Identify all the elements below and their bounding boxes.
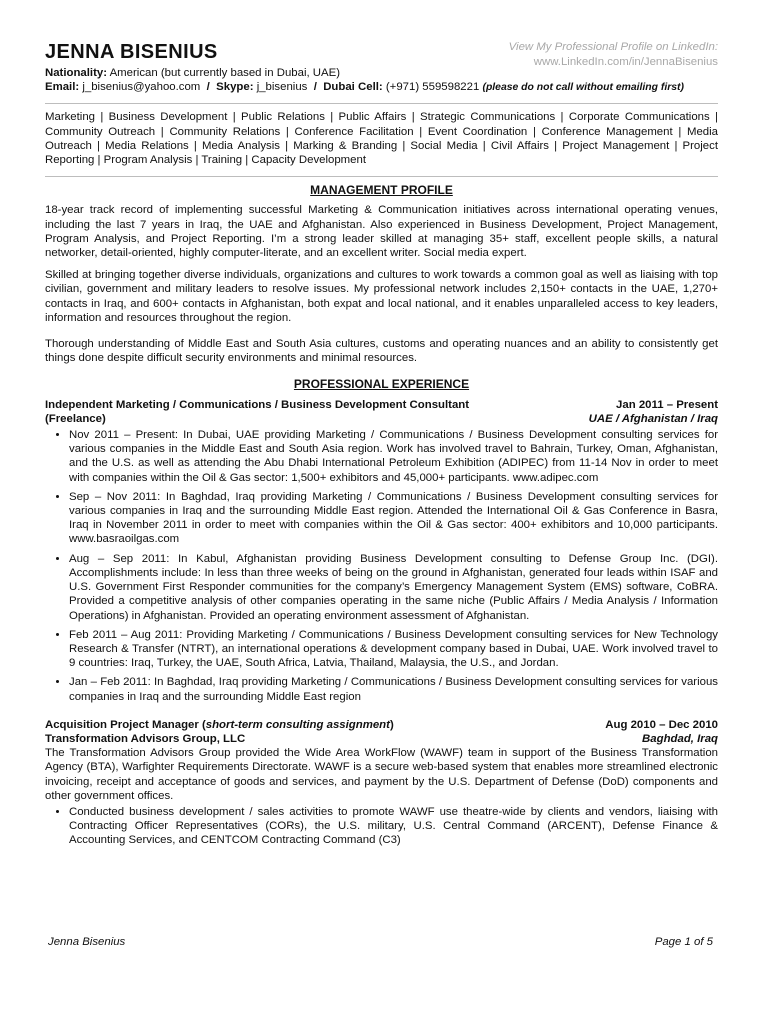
skype-value: j_bisenius	[256, 81, 308, 94]
job-bullet: • Conducted business development / sales activities to promote WAWF use theatre-wide by clients and vendors, liaising with Contracting Officer Representatives (CORs), the U.S. military, U.S. Central Command (ARCENT), Defense Finance & Accounting Services, and CENTCOM Contracting Command (C3)	[69, 805, 718, 848]
skype-label: Skype:	[216, 81, 254, 94]
job-description: The Transformation Advisors Group provided the Wide Area WorkFlow (WAWF) team in support of the Business Transformation Agency (BTA), Warfighter Requirements Directorate. WAWF is a secure web-based system that enables more streamlined electronic invoicing, receipt and acceptance of goods and services, and payment by the U.S. Department of Defense (DoD) components and other government offices.	[45, 747, 718, 802]
nationality-label: Nationality:	[45, 67, 108, 79]
job-title: Independent Marketing / Communications / Business Development Consultant	[45, 398, 470, 411]
job-title-row	[45, 718, 718, 732]
email-value[interactable]: j_bisenius@yahoo.com	[82, 81, 201, 94]
email-label: Email:	[45, 81, 80, 94]
divider	[45, 176, 718, 177]
profile-paragraph: Skilled at bringing together diverse individuals, organizations and cultures to work towards a common goal as well as liaising with top civilian, government and military leaders to resolve issues. My professional network includes 2,150+ contacts in the UAE, 1,270+ contacts in Iraq, and 600+ contacts in Afghanistan, both expat and local national, and it enables unparalleled access to key leaders, information and resources throughout the region.	[45, 269, 718, 324]
nationality-value: American (but currently based in Dubai, UAE)	[109, 67, 341, 79]
job-location: UAE / Afghanistan / Iraq	[588, 412, 718, 425]
job-title	[45, 718, 394, 732]
job-title-row	[45, 398, 718, 412]
job-subtitle-row	[45, 732, 718, 746]
job-dates: Jan 2011 – Present	[616, 398, 718, 411]
job-bullet: • Nov 2011 – Present: In Dubai, UAE providing Marketing / Communications / Business Development consulting services for various companies in the Middle East and South Asia region. Work has involved travel to Bahrain, Turkey, Oman, Afghanistan, and the U.S. as well as attending the Abu Dhabi International Petroleum Exhibition (ADIPEC) from 11-14 Nov in order to meet with companies within the Oil & Gas sector: 1,500+ exhibitors and 45,000+ participants. www.adipec.com	[69, 428, 718, 485]
job-bullet: • Sep – Nov 2011: In Baghdad, Iraq providing Marketing / Communications / Business Development consulting services for various companies in Iraq and the surrounding Middle East region. Attended the International Oil & Gas Conference in Basra, Iraq in November 2011 in order to meet with companies within the Oil & Gas sector: 400+ exhibitors and 10,000 participants. www.basraoilgas.com	[69, 490, 718, 547]
job-bullets	[45, 805, 718, 848]
job-bullet: • Aug – Sep 2011: In Kabul, Afghanistan providing Business Development consulting to Defense Group Inc. (DGI). Accomplishments include: In less than three weeks of being on the ground in Afghanistan, generated four leads within ISAF and U.S. Government First Responder communities for the company’s Emergency Management System (EMS) software, CoBRA. Provided a competitive analysis of other companies operating in the same niche (Public Affairs / Media Analysis / Information Operations) in Afghanistan. Provided an operating environment assessment of Afghanistan.	[69, 552, 718, 623]
job-bullet: • Feb 2011 – Aug 2011: Providing Marketing / Communications / Business Development consulting services for New Technology Research & Transfer (NTRT), an international operations & development company based in Dubai, UAE. Work involved travel to 9 countries: Iraq, Turkey, the UAE, South Africa, Latvia, Thailand, Malaysia, the U.S., and Jordan.	[69, 628, 718, 671]
job-type: (Freelance)	[45, 412, 106, 425]
contact-line: Email: j_bisenius@yahoo.com / Skype: j_bisenius / Dubai Cell: (+971) 559598221 (please do not call without emailing first)	[45, 81, 684, 94]
job-entry-transformation-advisors	[45, 718, 718, 848]
skills-list: Marketing | Business Development | Public Relations | Public Affairs | Strategic Communications | Corporate Communications | Community Outreach | Community Relations | Conference Facilitation | Event Coordination | Conference Management | Media Outreach | Media Relations | Media Analysis | Marking & Branding | Social Media | Civil Affairs | Project Management | Project Reporting | Program Analysis | Training | Capacity Development	[45, 111, 718, 167]
job-bullet: • Jan – Feb 2011: In Baghdad, Iraq providing Marketing / Communications / Business Development consulting services for various companies in Iraq and the surrounding Middle East region	[69, 675, 718, 703]
cell-note: (please do not call without emailing first)	[482, 82, 684, 94]
profile-paragraph: Thorough understanding of Middle East and South Asia cultures, customs and operating nuances and an ability to consistently get things done despite difficult security environments and minimal resources.	[45, 338, 718, 365]
job-subtitle-row	[45, 412, 718, 426]
footer-name: Jenna Bisenius	[48, 936, 126, 948]
resume-page	[45, 38, 718, 853]
company-name: Transformation Advisors Group, LLC	[45, 732, 246, 745]
footer-page-number: Page 1 of 5	[654, 936, 713, 948]
job-entry-freelance	[45, 398, 718, 704]
job-title-start: Acquisition Project Manager (	[45, 718, 206, 731]
job-title-italic: short-term consulting assignment	[205, 718, 390, 731]
divider	[45, 103, 718, 104]
job-dates: Aug 2010 – Dec 2010	[605, 718, 718, 731]
linkedin-link[interactable]: www.LinkedIn.com/in/JennaBisenius	[533, 55, 718, 68]
linkedin-label: View My Professional Profile on LinkedIn:	[508, 41, 718, 53]
cell-label: Dubai Cell:	[323, 81, 383, 94]
resume-header	[45, 40, 718, 95]
page-footer	[48, 935, 713, 949]
linkedin-block	[509, 40, 718, 69]
job-title-end: )	[389, 718, 394, 731]
profile-paragraph: 18-year track record of implementing successful Marketing & Communication initiatives across international operating venues, including the last 7 years in Iraq, the UAE and Afghanistan. Also experienced in Business Development, Project Management, Program Analysis, and Project Reporting. I’m a strong leader skilled at managing 35+ staff, excellent people skills, a natural networker, detail-oriented, highly computer-literate, and an excellent writer. Social media expert.	[45, 204, 718, 260]
job-location: Baghdad, Iraq	[642, 732, 718, 745]
candidate-name: JENNA BISENIUS	[45, 41, 218, 63]
professional-experience-heading: PROFESSIONAL EXPERIENCE	[293, 377, 470, 392]
job-bullets	[45, 428, 718, 704]
cell-value: (+971) 559598221	[385, 81, 480, 94]
management-profile-heading: MANAGEMENT PROFILE	[310, 183, 453, 198]
